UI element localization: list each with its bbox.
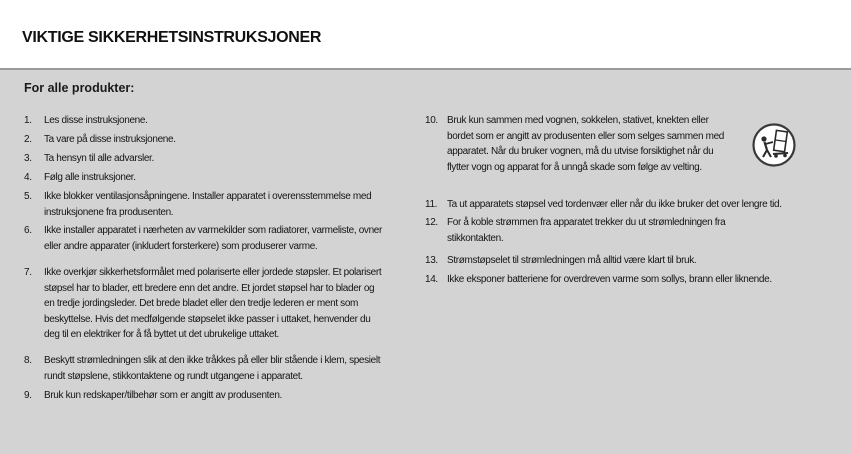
item-number: 3. [24,153,32,164]
item-number: 11. [425,199,438,210]
list-item [24,113,402,129]
cart-tip-over-warning-icon [751,122,797,168]
list-item [24,265,386,343]
item-number: 14. [425,274,438,285]
item-text: Beskytt strømledningen slik at den ikke tråkkes på eller blir stående i klem, spesielt rundt støpslene, stikkontaktene og rundt utgangene i apparatet. [44,355,381,382]
item-number: 2. [24,134,32,145]
item-text: Ikke eksponer batteriene for overdreven varme som sollys, brann eller liknende. [447,274,772,285]
item-text: Ta hensyn til alle advarsler. [44,153,154,164]
list-item [425,253,830,269]
item-number: 8. [24,355,32,366]
item-text: Bruk kun sammen med vognen, sokkelen, stativet, knekten eller bordet som er angitt av produsenten eller som selges sammen med apparatet. Når du bruker vognen, må du utvise forsiktighet når du flytter vogn og apparat for å unngå skade som følge av velting. [447,115,724,173]
list-item [425,272,830,288]
item-text: Ta vare på disse instruksjonene. [44,134,176,145]
item-text: Ikke blokker ventilasjonsåpningene. Installer apparatet i overensstemmelse med instruksjonene fra produsenten. [44,191,372,218]
item-text: Følg alle instruksjoner. [44,172,136,183]
list-item [24,353,386,384]
item-number: 6. [24,225,32,236]
page-title: VIKTIGE SIKKERHETSINSTRUKSJONER [22,29,322,46]
list-item [24,170,402,186]
item-number: 5. [24,191,32,202]
list-item [425,215,765,246]
item-text: For å koble strømmen fra apparatet trekker du ut strømledningen fra stikkontakten. [447,217,726,244]
item-number: 7. [24,267,32,278]
item-number: 9. [24,390,32,401]
list-item [24,151,402,167]
item-text: Ikke installer apparatet i nærheten av varmekilder som radiatorer, varmeliste, ovner eller andre apparater (inkludert forsterkere) som produserer varme. [44,225,382,252]
list-item [24,189,402,220]
item-number: 12. [425,217,438,228]
cart-tip-over-warning-icon-graphic [751,122,797,168]
instructions-panel [0,68,851,454]
item-number: 1. [24,115,32,126]
item-text: Ikke overkjør sikkerhetsformålet med polariserte eller jordede støpsler. Et polarisert støpsel har to blader, ett bredere enn det andre. Et jordet støpsel har to blader og en tredje jordingsleder. Det brede bladet eller den tredje lederen er ment som beskyttelse. Hvis det medfølgende støpselet ikke passer i uttaket, henvender du deg til en elektriker for å få byttet ut det ubrukelige uttaket. [44,267,382,340]
item-number: 10. [425,115,438,126]
list-item [425,197,830,213]
list-item [24,223,392,254]
item-number: 4. [24,172,32,183]
list-item [425,113,737,175]
item-text: Ta ut apparatets støpsel ved tordenvær eller når du ikke bruker det over lengre tid. [447,199,782,210]
item-text: Les disse instruksjonene. [44,115,148,126]
item-text: Strømstøpselet til strømledningen må alltid være klart til bruk. [447,255,697,266]
list-item [24,388,402,404]
section-subtitle: For alle produkter: [24,81,135,95]
item-number: 13. [425,255,438,266]
list-item [24,132,402,148]
item-text: Bruk kun redskaper/tilbehør som er angitt av produsenten. [44,390,282,401]
